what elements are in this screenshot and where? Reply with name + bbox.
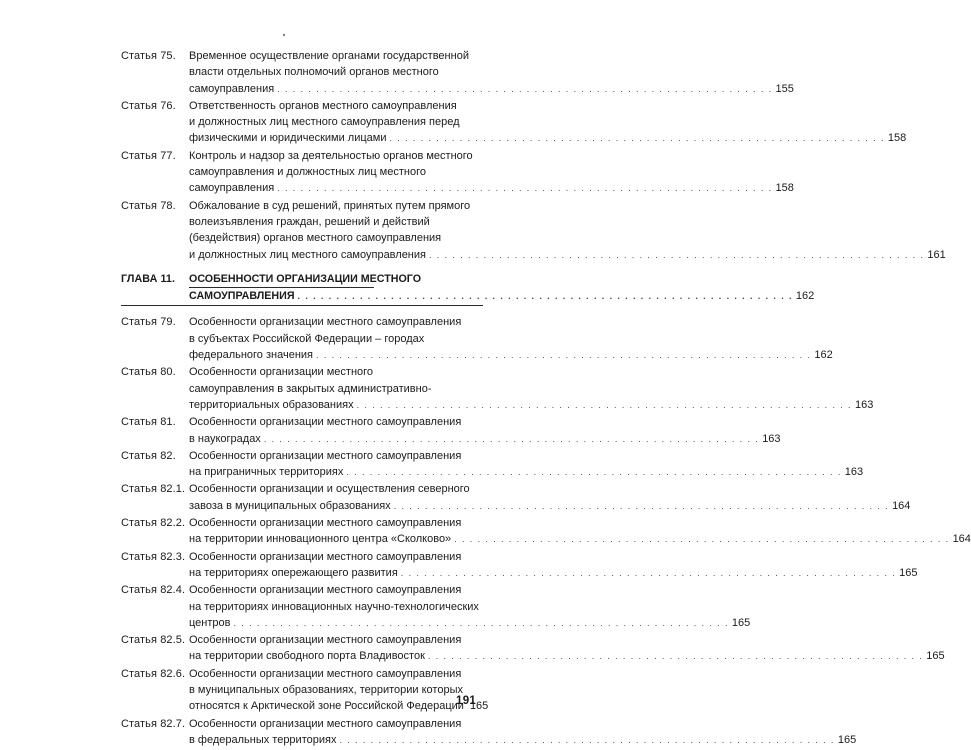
dot-leader [234, 615, 729, 631]
entry-title [189, 98, 907, 147]
entry-label: Статья 78. [121, 199, 176, 212]
dot-leader [401, 565, 896, 581]
dot-leader [277, 180, 772, 196]
entry-label: Статья 76. [121, 99, 176, 112]
entry-title-line [189, 698, 489, 714]
entry-page-number: 161 [927, 248, 946, 261]
entry-title-line [189, 531, 971, 547]
entry-title-line [189, 130, 907, 146]
entry-title-line [189, 81, 794, 97]
entry-page-number: 164 [952, 533, 971, 546]
entry-title-line: Особенности организации местного самоуправления [189, 449, 462, 462]
entry-title-line: волеизъявления граждан, решений и действий [189, 215, 430, 228]
dot-leader [454, 531, 949, 547]
entry-title-text: на приграничных территориях [189, 466, 344, 479]
toc-entry [121, 48, 794, 97]
entry-label: Статья 77. [121, 149, 176, 162]
entry-title-line: Особенности организации местного самоуправления [189, 634, 462, 647]
entry-title [189, 632, 945, 665]
entry-title-line: Особенности организации местного самоуправления [189, 550, 462, 563]
entry-title-line [189, 347, 833, 363]
dot-leader [339, 732, 834, 748]
entry-title [189, 549, 918, 582]
entry-title-line [189, 247, 946, 263]
entry-label: Статья 82.3. [121, 550, 186, 563]
entry-title-line: Особенности организации местного самоуправления [189, 584, 462, 597]
toc-entry [121, 98, 907, 147]
entry-title-line: Особенности организации местного самоуправления [189, 416, 462, 429]
entry-title [189, 481, 911, 514]
entry-title [189, 148, 794, 197]
entry-title-line: самоуправления в закрытых административно- [189, 382, 432, 395]
toc-entry [121, 549, 918, 582]
toc-entry [121, 314, 833, 363]
entry-title [189, 48, 794, 97]
entry-title-text: на территориях опережающего развития [189, 566, 398, 579]
entry-label: Статья 82.6. [121, 667, 186, 680]
entry-title-line: Особенности организации и осуществления северного [189, 483, 470, 496]
entry-title-text: в наукоградах [189, 432, 261, 445]
entry-title-line [189, 565, 918, 581]
entry-title-line: на территориях инновационных научно-технологических [189, 600, 479, 613]
entry-title-line [189, 648, 945, 664]
entry-title-line: самоуправления и должностных лиц местного [189, 166, 426, 179]
entry-label: Статья 82. [121, 449, 176, 462]
entry-page-number: 165 [837, 733, 857, 746]
entry-page-number: 163 [854, 398, 874, 411]
entry-title-line: Контроль и надзор за деятельностью органов местного [189, 149, 473, 162]
entry-title-text: САМОУПРАВЛЕНИЯ [189, 290, 295, 303]
entry-page-number: 158 [775, 182, 794, 195]
entry-title-text: на территории свободного порта Владивосток [189, 650, 425, 663]
entry-title-line [189, 615, 751, 631]
entry-title-text: относятся к Арктической зоне Российской Федерации [189, 700, 464, 713]
entry-title-line [189, 732, 857, 748]
entry-title-text: в федеральных территориях [189, 733, 337, 746]
toc-entry [121, 198, 946, 263]
print-speck [283, 34, 285, 36]
dot-leader [277, 81, 772, 97]
dot-leader [316, 347, 811, 363]
entry-title-text: самоуправления [189, 82, 275, 95]
entry-title-line [189, 288, 815, 304]
entry-title [189, 364, 874, 413]
entry-title-line: Обжалование в суд решений, принятых путем прямого [189, 199, 471, 212]
dot-leader [298, 288, 793, 304]
entry-title [189, 515, 971, 548]
entry-title-line: власти отдельных полномочий органов местного [189, 66, 439, 79]
entry-label: Статья 79. [121, 316, 176, 329]
entry-title-line: в муниципальных образованиях, территории которых [189, 683, 463, 696]
entry-title-line: Ответственность органов местного самоуправления [189, 99, 457, 112]
entry-page-number: 165 [899, 566, 918, 579]
entry-label: ГЛАВА 11. [121, 272, 176, 285]
entry-page-number: 162 [814, 349, 833, 362]
entry-title [189, 414, 781, 447]
dot-leader [357, 397, 852, 413]
dot-leader [346, 464, 841, 480]
entry-title-line: Особенности организации местного [189, 366, 374, 379]
dot-leader [389, 130, 884, 146]
entry-label: Статья 82.5. [121, 634, 186, 647]
entry-page-number: 155 [775, 82, 794, 95]
entry-page-number: 162 [795, 290, 815, 303]
entry-title [189, 314, 833, 363]
entry-title-line: в субъектах Российской Федерации – городах [189, 332, 425, 345]
entry-page-number: 165 [731, 616, 751, 629]
entry-label: Статья 82.4. [121, 584, 186, 597]
entry-title-text: федерального значения [189, 349, 314, 362]
entry-title-line [189, 498, 911, 514]
entry-title-text: центров [189, 616, 231, 629]
entry-title [189, 448, 864, 481]
entry-title-text: завоза в муниципальных образованиях [189, 499, 391, 512]
toc-entry [121, 666, 489, 715]
entry-title [189, 198, 946, 263]
entry-title-line: Особенности организации местного самоуправления [189, 517, 462, 530]
page-number: 191 [456, 695, 477, 707]
entry-title-text: физическими и юридическими лицами [189, 132, 387, 145]
entry-page-number: 165 [926, 650, 945, 663]
toc-entry [121, 448, 864, 481]
entry-title-line: Особенности организации местного самоуправления [189, 316, 462, 329]
table-of-contents [121, 48, 971, 748]
entry-title-line: и должностных лиц местного самоуправления перед [189, 116, 460, 129]
entry-page-number: 163 [762, 432, 781, 445]
toc-entry [121, 414, 781, 447]
toc-entry [121, 582, 751, 631]
entry-title-line: (бездействия) органов местного самоуправления [189, 232, 442, 245]
entry-title-line: Временное осуществление органами государственной [189, 50, 469, 62]
entry-title-text: самоуправления [189, 182, 275, 195]
entry-title [189, 716, 857, 749]
entry-title-line [189, 180, 794, 196]
entry-title [189, 271, 815, 305]
entry-title-text: на территории инновационного центра «Сколково» [189, 533, 452, 546]
entry-page-number: 164 [892, 499, 911, 512]
entry-page-number: 163 [844, 466, 864, 479]
dot-leader [429, 247, 924, 263]
toc-entry [121, 515, 971, 548]
entry-title-line [189, 397, 874, 413]
entry-page-number: 158 [887, 132, 907, 145]
entry-title-line: ОСОБЕННОСТИ ОРГАНИЗАЦИИ МЕСТНОГО [189, 271, 374, 288]
entry-label: Статья 75. [121, 50, 176, 62]
dot-leader [394, 498, 889, 514]
entry-label: Статья 82.7. [121, 717, 186, 730]
entry-title-line [189, 431, 781, 447]
entry-title [189, 666, 489, 715]
entry-title-line [189, 464, 864, 480]
toc-entry [121, 364, 874, 413]
entry-title [189, 582, 751, 631]
entry-label: Статья 82.1. [121, 483, 186, 496]
entry-title-text: и должностных лиц местного самоуправления [189, 248, 426, 261]
entry-title-line: Особенности организации местного самоуправления [189, 717, 462, 730]
toc-entry [121, 481, 911, 514]
entry-label: Статья 81. [121, 416, 176, 429]
entry-label: Статья 82.2. [121, 517, 186, 530]
toc-entry [121, 716, 857, 749]
dot-leader [428, 648, 923, 664]
toc-entry [121, 148, 794, 197]
entry-title-text: территориальных образованиях [189, 398, 354, 411]
entry-page-number: 165 [469, 700, 489, 713]
toc-chapter [121, 271, 815, 307]
toc-entry [121, 632, 945, 665]
entry-title-line: Особенности организации местного самоуправления [189, 667, 462, 680]
dot-leader [264, 431, 759, 447]
entry-label: Статья 80. [121, 366, 176, 379]
